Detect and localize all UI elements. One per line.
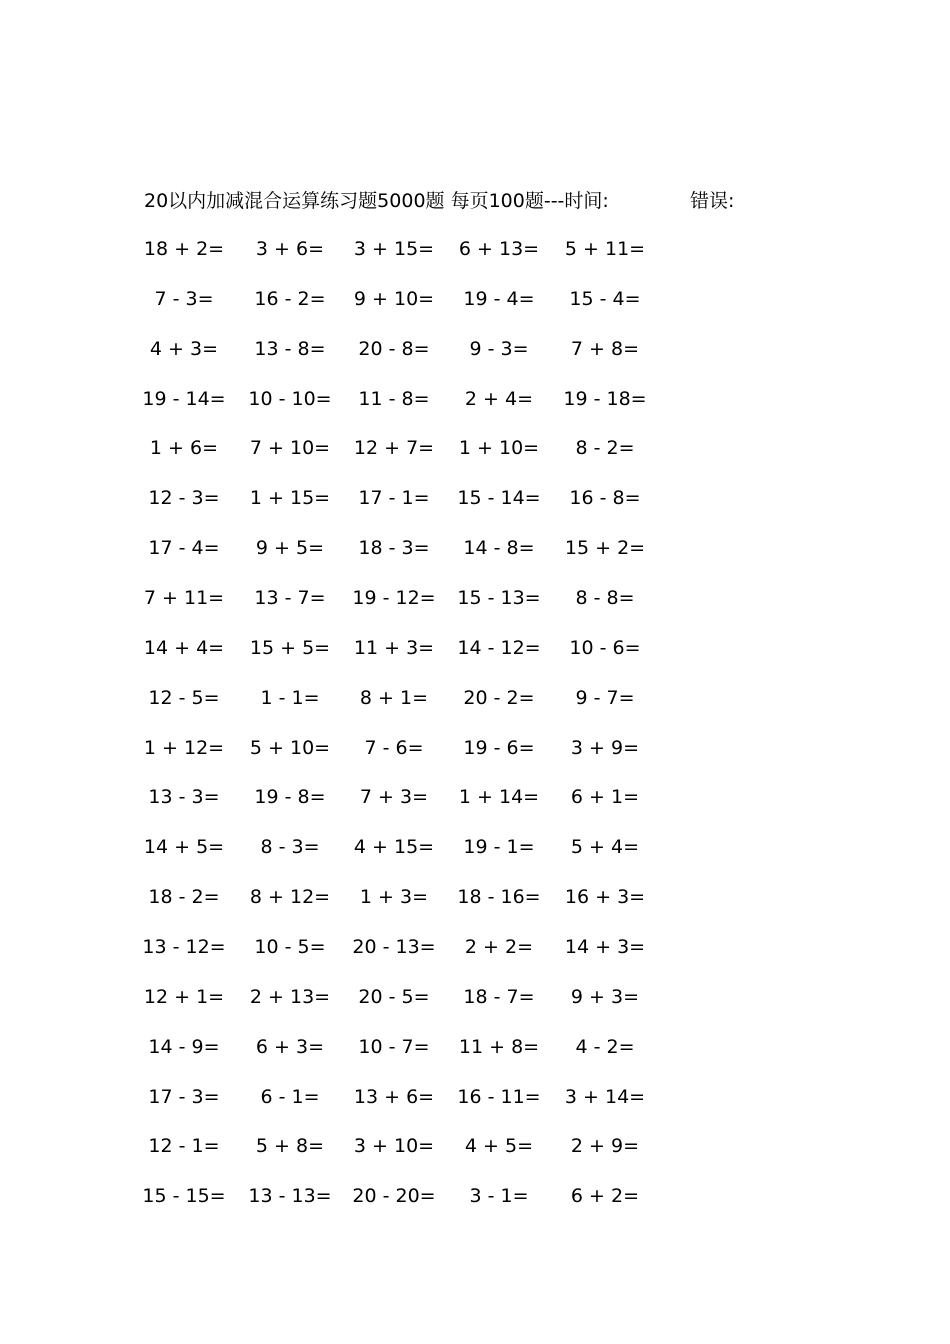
problem-item: 14 - 12=: [457, 636, 541, 659]
problem-row: [0, 1181, 950, 1211]
problem-row: [0, 782, 950, 812]
problem-item: 17 - 4=: [148, 537, 220, 560]
problem-row: [0, 284, 950, 314]
problem-item: 6 + 1=: [570, 786, 639, 809]
problem-item: 5 + 4=: [570, 836, 639, 859]
problem-item: 7 - 3=: [154, 287, 214, 310]
problem-item: 14 - 9=: [148, 1035, 220, 1058]
problem-item: 20 - 8=: [358, 337, 430, 360]
problem-item: 16 + 3=: [564, 886, 646, 909]
problem-row: [0, 882, 950, 912]
problem-row: [0, 1032, 950, 1062]
problem-item: 13 - 8=: [254, 337, 326, 360]
problem-row: [0, 633, 950, 663]
problem-item: 8 + 1=: [359, 686, 428, 709]
problem-item: 2 + 13=: [249, 985, 331, 1008]
problem-item: 8 - 3=: [260, 836, 320, 859]
problem-item: 7 + 11=: [143, 587, 225, 609]
problem-item: 20 - 20=: [352, 1185, 436, 1208]
problem-item: 19 - 4=: [463, 287, 535, 310]
problem-item: 13 - 12=: [142, 935, 226, 958]
problem-row: [0, 683, 950, 713]
problem-item: 1 + 3=: [359, 886, 428, 909]
problem-item: 19 - 6=: [463, 736, 535, 759]
problem-item: 14 - 8=: [463, 537, 535, 560]
problem-item: 12 + 1=: [143, 985, 225, 1008]
problem-item: 20 - 13=: [352, 935, 436, 958]
problem-item: 9 - 3=: [469, 337, 529, 360]
problem-item: 12 - 3=: [148, 487, 220, 510]
problem-item: 3 + 6=: [255, 238, 324, 260]
problem-item: 15 - 13=: [457, 587, 541, 609]
problem-item: 8 + 12=: [249, 886, 331, 909]
problem-item: 1 + 6=: [149, 437, 218, 460]
problem-item: 3 + 14=: [564, 1085, 646, 1108]
problem-item: 5 + 8=: [255, 1135, 324, 1158]
problem-item: 15 + 2=: [564, 537, 646, 560]
problem-item: 4 + 15=: [353, 836, 435, 859]
problem-item: 16 - 8=: [569, 487, 641, 510]
worksheet-title: 20以内加减混合运算练习题5000题 每页100题---时间:: [144, 190, 609, 212]
problem-item: 20 - 2=: [463, 686, 535, 709]
problem-item: 10 - 6=: [569, 636, 641, 659]
problem-row: [0, 932, 950, 962]
problem-item: 7 + 3=: [359, 786, 428, 809]
problem-item: 1 + 12=: [143, 736, 225, 759]
problem-item: 15 + 5=: [249, 636, 331, 659]
problem-item: 12 + 7=: [353, 437, 435, 460]
problem-item: 11 + 8=: [458, 1035, 540, 1058]
problem-item: 7 + 8=: [570, 337, 639, 360]
problem-item: 12 - 1=: [148, 1135, 220, 1158]
problem-row: [0, 533, 950, 563]
problem-item: 1 - 1=: [260, 686, 320, 709]
problem-item: 19 - 12=: [352, 587, 436, 609]
problem-row: [0, 1082, 950, 1112]
problem-row: [0, 832, 950, 862]
problem-item: 14 + 5=: [143, 836, 225, 859]
problem-item: 9 - 7=: [575, 686, 635, 709]
problem-item: 1 + 15=: [249, 487, 331, 510]
problem-item: 15 - 4=: [569, 287, 641, 310]
problem-item: 6 - 1=: [260, 1085, 320, 1108]
problem-item: 5 + 10=: [249, 736, 331, 759]
problem-item: 5 + 11=: [564, 238, 646, 260]
problem-item: 18 + 2=: [143, 238, 225, 260]
problem-item: 18 - 2=: [148, 886, 220, 909]
problem-item: 2 + 4=: [464, 387, 533, 410]
problem-item: 4 + 5=: [464, 1135, 533, 1158]
problem-item: 15 - 15=: [142, 1185, 226, 1208]
problem-item: 2 + 9=: [570, 1135, 639, 1158]
errors-label: 错误:: [690, 190, 735, 212]
problem-item: 7 - 6=: [364, 736, 424, 759]
problem-item: 12 - 5=: [148, 686, 220, 709]
problem-item: 6 + 2=: [570, 1185, 639, 1208]
problem-item: 3 + 9=: [570, 736, 639, 759]
problem-item: 2 + 2=: [464, 935, 533, 958]
problem-item: 13 - 13=: [248, 1185, 332, 1208]
problem-item: 9 + 10=: [353, 287, 435, 310]
problem-item: 3 + 15=: [353, 238, 435, 260]
problem-item: 11 + 3=: [353, 636, 435, 659]
problem-row: [0, 384, 950, 414]
problem-row: [0, 483, 950, 513]
problem-item: 1 + 14=: [458, 786, 540, 809]
problem-item: 19 - 14=: [142, 387, 226, 410]
problem-item: 18 - 16=: [457, 886, 541, 909]
problem-row: [0, 1131, 950, 1161]
problem-item: 10 - 5=: [254, 935, 326, 958]
problem-item: 19 - 1=: [463, 836, 535, 859]
problem-item: 6 + 3=: [255, 1035, 324, 1058]
problem-item: 13 + 6=: [353, 1085, 435, 1108]
problem-item: 8 - 8=: [575, 587, 635, 609]
problem-row: [0, 234, 950, 264]
problem-row: [0, 583, 950, 613]
problem-item: 19 - 18=: [563, 387, 647, 410]
problem-item: 9 + 3=: [570, 985, 639, 1008]
problem-item: 7 + 10=: [249, 437, 331, 460]
problem-item: 17 - 1=: [358, 487, 430, 510]
problem-item: 10 - 7=: [358, 1035, 430, 1058]
problem-item: 11 - 8=: [358, 387, 430, 410]
problem-row: [0, 433, 950, 463]
problem-item: 20 - 5=: [358, 985, 430, 1008]
problem-item: 3 + 10=: [353, 1135, 435, 1158]
problem-row: [0, 733, 950, 763]
problem-item: 8 - 2=: [575, 437, 635, 460]
problem-item: 14 + 4=: [143, 636, 225, 659]
problem-item: 17 - 3=: [148, 1085, 220, 1108]
problem-row: [0, 334, 950, 364]
problem-item: 16 - 2=: [254, 287, 326, 310]
problem-item: 13 - 7=: [254, 587, 326, 609]
problem-item: 14 + 3=: [564, 935, 646, 958]
problem-item: 6 + 13=: [458, 238, 540, 260]
problem-item: 4 + 3=: [149, 337, 218, 360]
problem-item: 10 - 10=: [248, 387, 332, 410]
problem-item: 4 - 2=: [575, 1035, 635, 1058]
problem-item: 16 - 11=: [457, 1085, 541, 1108]
problem-item: 18 - 7=: [463, 985, 535, 1008]
problem-item: 15 - 14=: [457, 487, 541, 510]
problem-item: 19 - 8=: [254, 786, 326, 809]
problem-item: 3 - 1=: [469, 1185, 529, 1208]
problem-item: 1 + 10=: [458, 437, 540, 460]
problem-item: 13 - 3=: [148, 786, 220, 809]
problem-item: 9 + 5=: [255, 537, 324, 560]
problem-item: 18 - 3=: [358, 537, 430, 560]
problem-row: [0, 982, 950, 1012]
